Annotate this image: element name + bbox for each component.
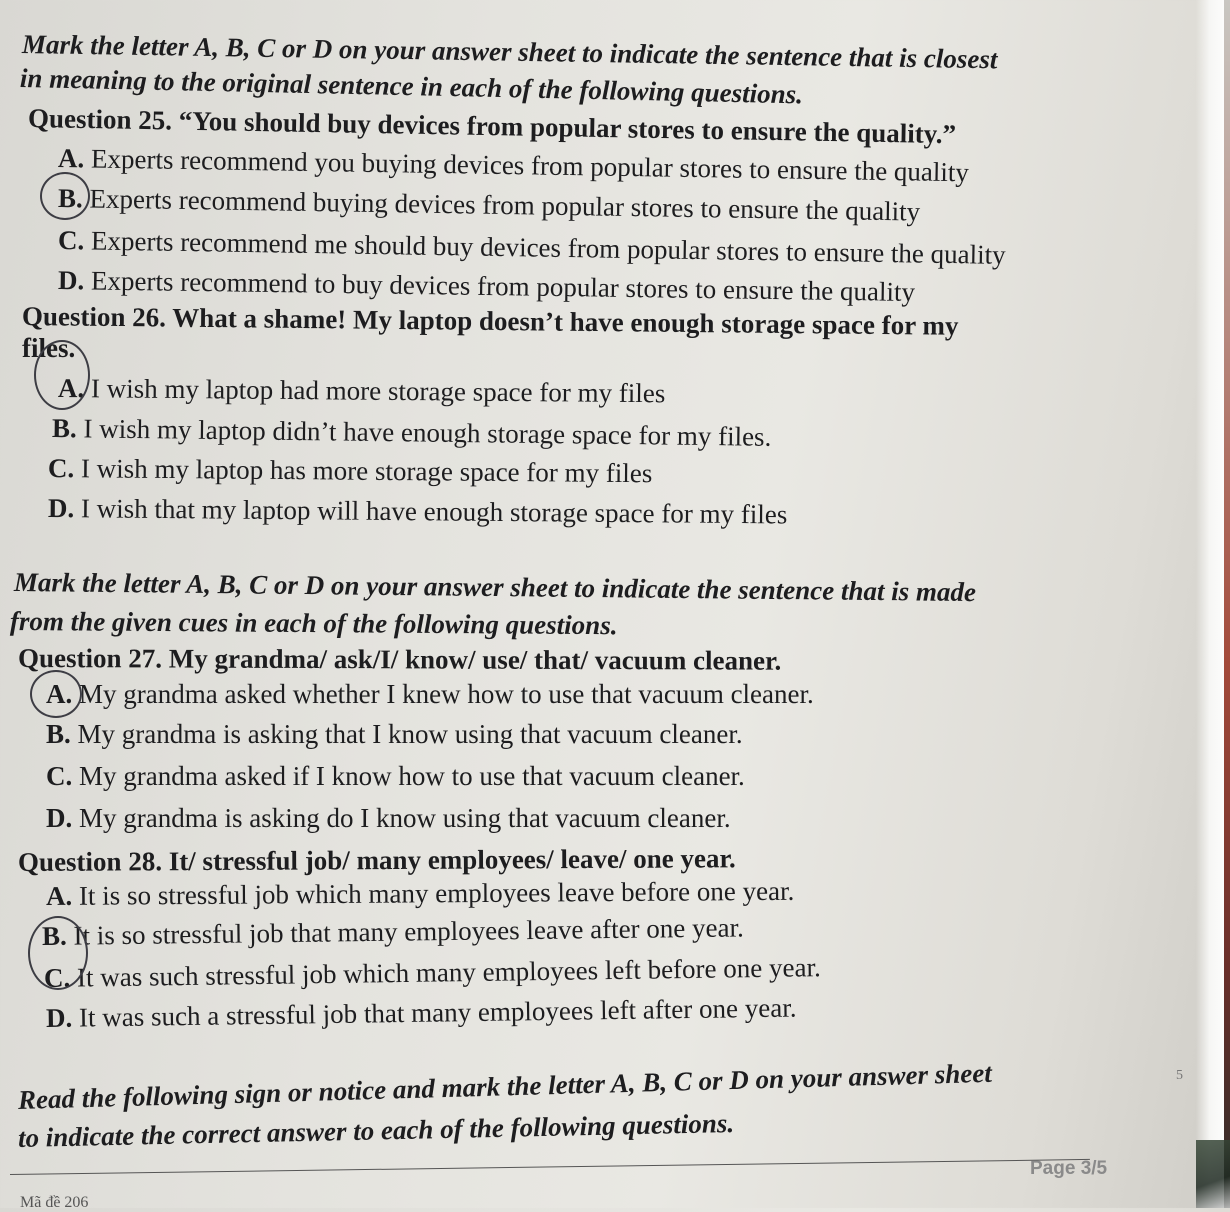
option-row [58,182,921,228]
option-text: Experts recommend buying devices from popular stores to ensure the quality [89,183,921,227]
option-row [48,492,788,530]
option-label: A. [57,143,85,174]
exam-code: Mã đề 206 [20,1194,89,1211]
option-row [46,678,814,710]
option-label: C. [43,962,71,993]
option-row [46,760,745,792]
question-stem: Question 28. It/ stressful job/ many employees/ leave/ one year. [17,843,736,877]
option-label: B. [41,920,67,951]
option-text: My grandma asked if I know how to use that vacuum cleaner. [79,761,745,791]
option-row [52,412,772,453]
option-text: Experts recommend to buy devices from popular stores to ensure the quality [90,265,916,307]
answer-circle-q26-a [34,340,90,410]
option-row [58,142,969,188]
footer-rule [10,1159,1090,1175]
option-text: It is so stressful job that many employees leave after one year. [73,912,744,951]
option-text: It was such stressful job which many employees left before one year. [76,952,821,993]
option-text: I wish that my laptop will have enough storage space for my files [80,493,788,530]
answer-circle-q28-b [28,916,88,990]
instruction-line: to indicate the correct answer to each of the following questions. [17,1108,735,1153]
side-mark: 5 [1176,1068,1183,1083]
option-row [46,875,795,912]
option-text: I wish my laptop had more storage space for my files [90,373,666,409]
option-text: My grandma is asking do I know using that vacuum cleaner. [79,803,731,833]
instruction-line: in meaning to the original sentence in each of the following questions. [19,63,804,110]
option-label: B. [51,413,77,444]
option-text: It was such a stressful job that many employees left after one year. [78,992,797,1033]
question-stem: Question 27. My grandma/ ask/I/ know/ use/ that/ vacuum cleaner. [17,643,782,676]
option-label: C. [57,225,85,256]
option-row [58,372,666,409]
question-stem: files. [22,333,76,363]
option-label: D. [57,265,85,296]
instruction-line: from the given cues in each of the following questions. [9,606,618,641]
instruction-line: Mark the letter A, B, C or D on your answer sheet to indicate the sentence that is made [13,567,977,608]
option-row [58,224,1006,271]
option-text: Experts recommend you buying devices from popular stores to ensure the quality [90,143,970,188]
option-row [44,951,821,994]
option-text: Experts recommend me should buy devices from popular stores to ensure the quality [90,225,1006,270]
option-label: D. [46,803,73,833]
option-text: My grandma is asking that I know using that vacuum cleaner. [77,719,743,749]
option-row [46,802,731,834]
option-label: A. [46,679,73,709]
option-row [46,992,797,1034]
option-row [48,452,653,489]
question-stem: Question 26. What a shame! My laptop doesn’t have enough storage space for my [21,301,959,341]
question-stem: Question 25. “You should buy devices from popular stores to ensure the quality.” [27,103,957,150]
answer-circle-q25-b [40,172,90,220]
option-label: B. [57,183,83,214]
option-label: C. [46,761,73,791]
option-label: B. [46,719,71,749]
background-edge [1224,0,1230,1208]
option-label: D. [47,493,75,524]
option-row [46,718,743,750]
option-label: A. [57,373,85,404]
option-label: D. [45,1002,73,1033]
option-row [42,911,744,952]
answer-circle-q27-a [30,670,82,718]
option-label: C. [47,453,75,484]
instruction-line: Mark the letter A, B, C or D on your answer sheet to indicate the sentence that is closest [21,29,998,75]
option-label: A. [45,880,73,911]
page-number: Page 3/5 [1030,1158,1108,1179]
option-text: My grandma asked whether I knew how to use that vacuum cleaner. [79,679,814,709]
background-object [1196,1140,1230,1208]
option-text: I wish my laptop didn’t have enough storage space for my files. [83,413,772,452]
instruction-line: Read the following sign or notice and mark the letter A, B, C or D on your answer sheet [17,1057,993,1115]
option-text: I wish my laptop has more storage space for my files [80,453,653,489]
option-text: It is so stressful job which many employees leave before one year. [78,875,795,911]
